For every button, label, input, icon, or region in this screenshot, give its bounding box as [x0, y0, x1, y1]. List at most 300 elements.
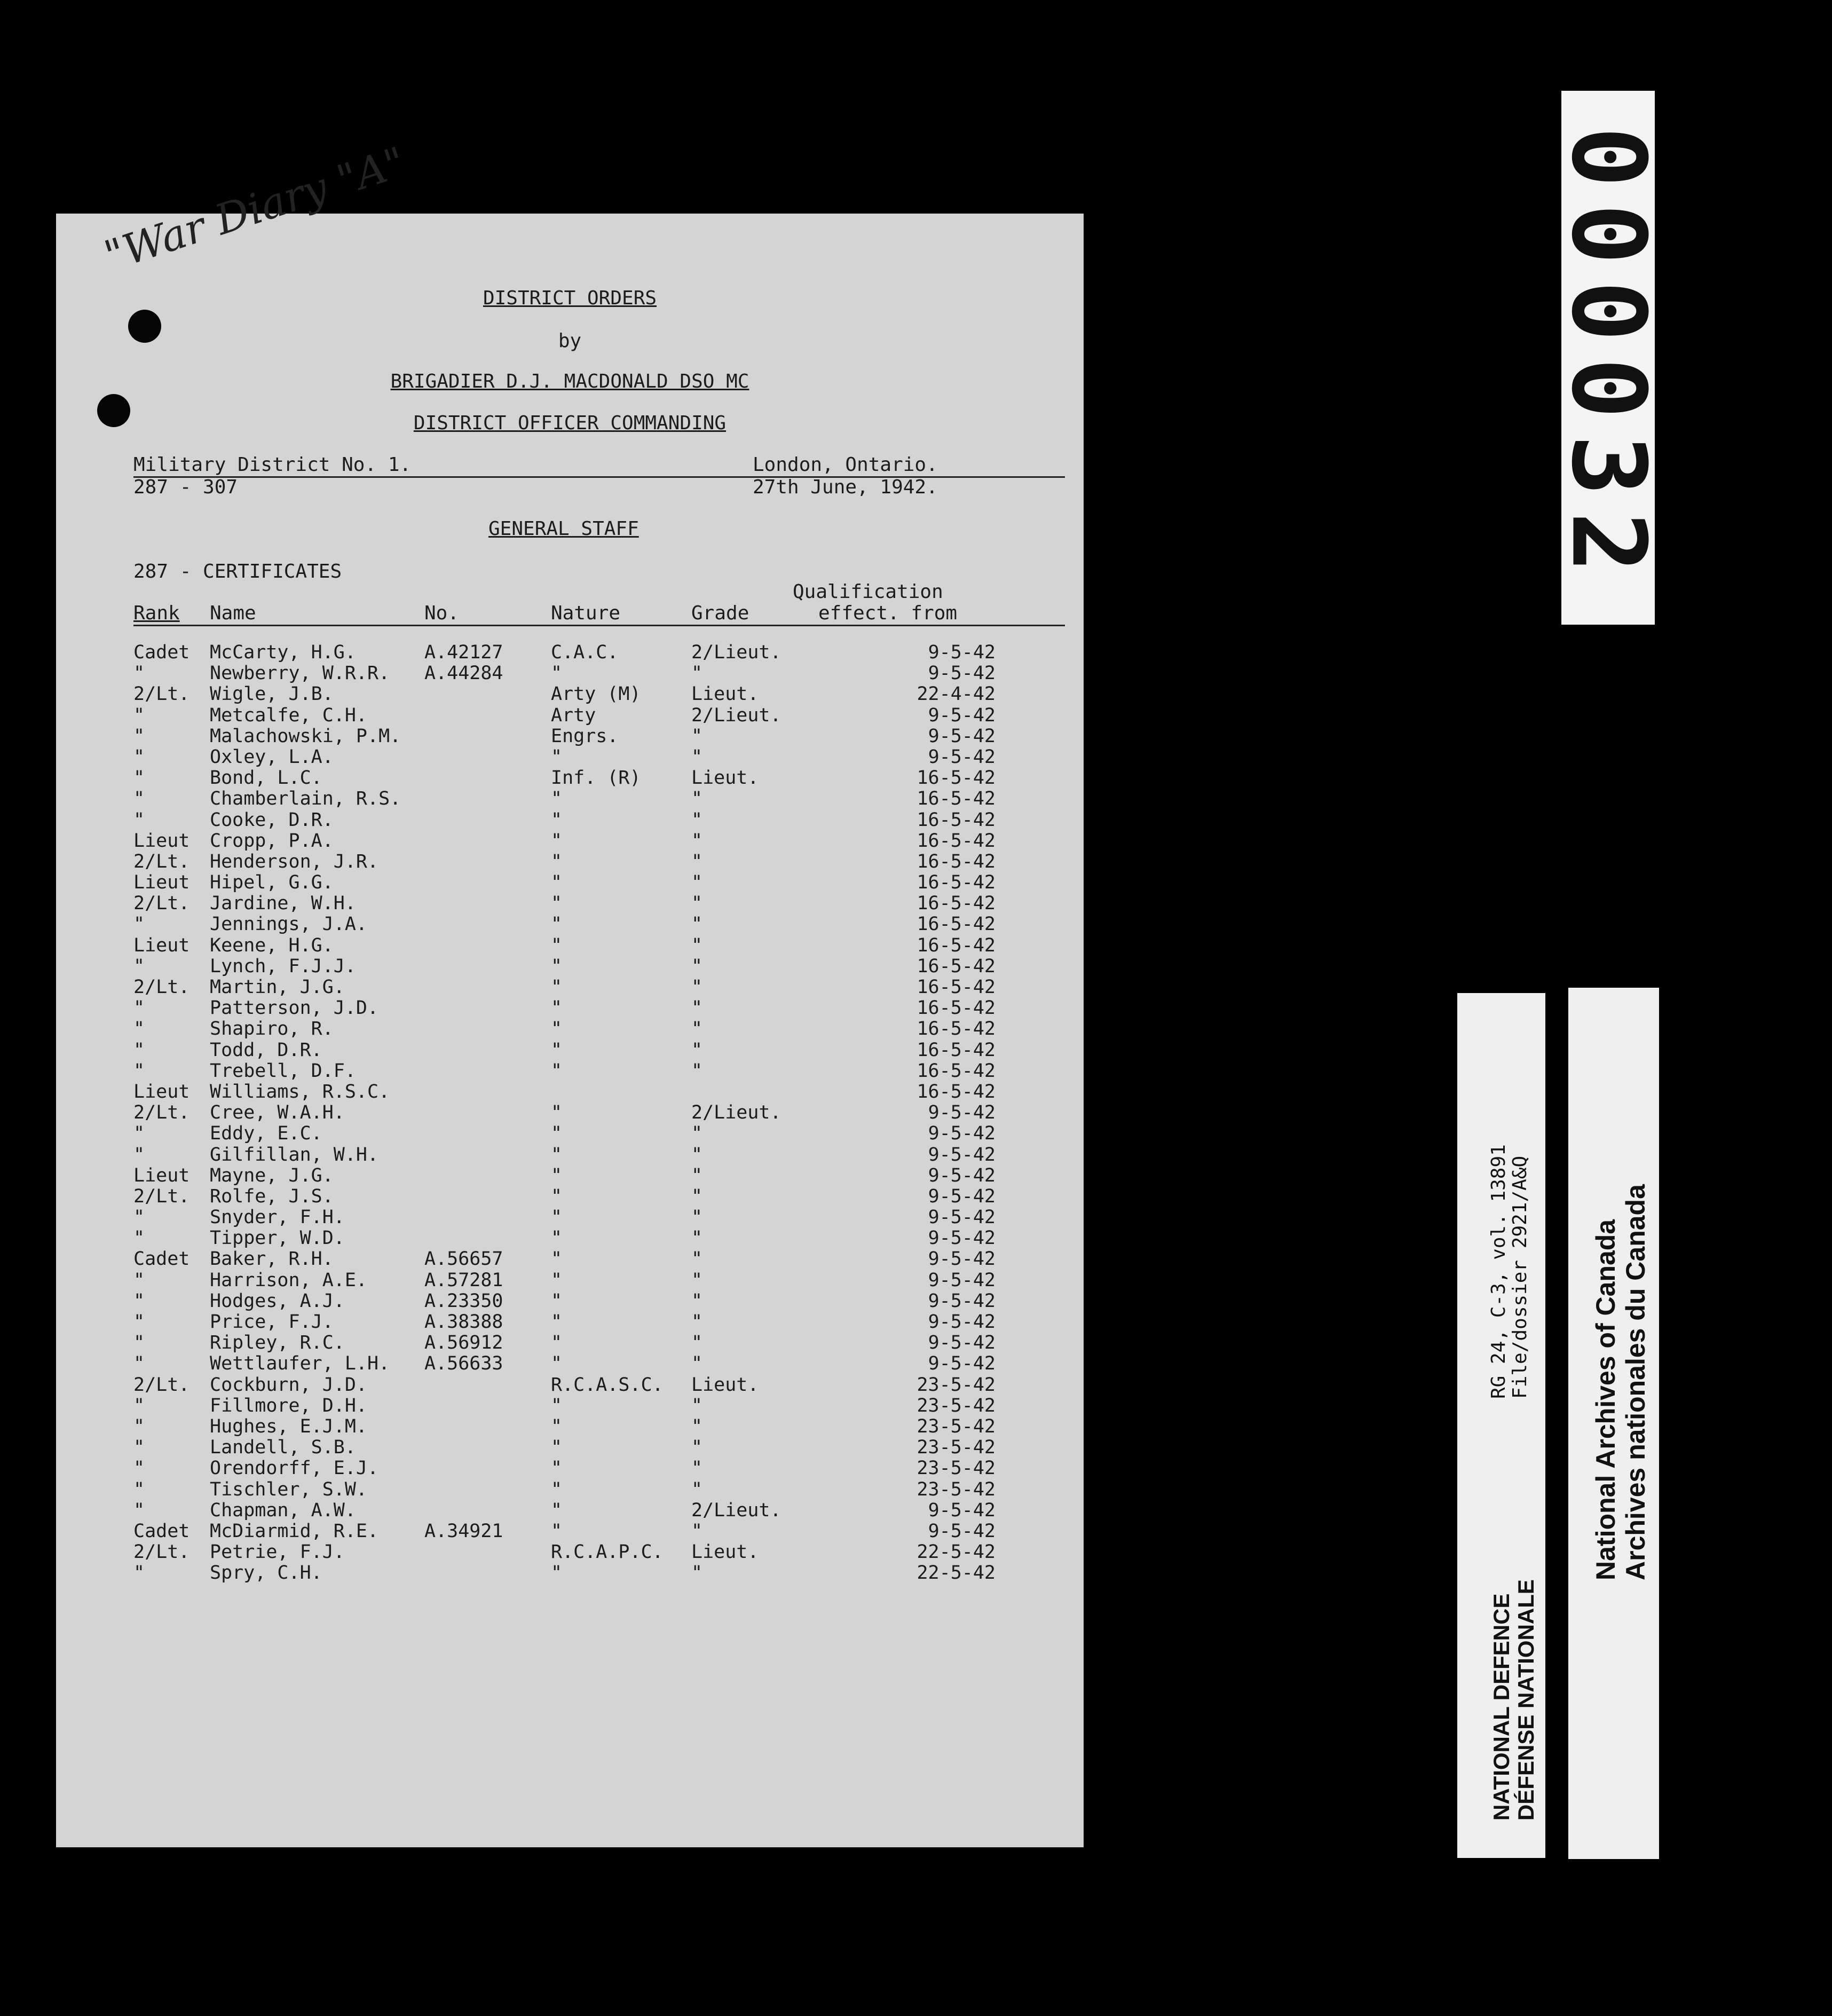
location: London, Ontario.: [753, 454, 938, 476]
row-grade: ": [691, 809, 703, 831]
row-grade: ": [691, 1562, 703, 1584]
row-date: 9-5-42: [928, 1353, 996, 1375]
row-date: 9-5-42: [928, 1207, 996, 1228]
row-nature: R.C.A.P.C.: [551, 1541, 664, 1563]
row-date: 16-5-42: [917, 830, 996, 852]
table-row: [56, 1227, 1084, 1248]
row-rank: 2/Lt.: [133, 683, 190, 705]
row-name: Todd, D.R.: [210, 1039, 322, 1061]
row-rank: ": [133, 788, 145, 810]
row-grade: ": [691, 872, 703, 894]
row-grade: ": [691, 893, 703, 915]
row-name: Orendorff, E.J.: [210, 1458, 379, 1479]
table-row: [56, 1186, 1084, 1207]
row-name: Hipel, G.G.: [210, 872, 334, 894]
row-rank: ": [133, 725, 145, 747]
row-nature: ": [551, 1144, 563, 1166]
row-rank: ": [133, 997, 145, 1019]
row-name: Chapman, A.W.: [210, 1499, 356, 1521]
row-rank: ": [133, 1332, 145, 1354]
row-name: Chamberlain, R.S.: [210, 788, 401, 810]
row-nature: Inf. (R): [551, 767, 641, 789]
row-grade: ": [691, 1227, 703, 1249]
row-name: Newberry, W.R.R.: [210, 663, 390, 684]
table-row: [56, 1311, 1084, 1332]
stamp-number: 000032: [1549, 126, 1667, 589]
row-grade: ": [691, 1290, 703, 1312]
row-grade: ": [691, 725, 703, 747]
document-page: [56, 138, 1084, 1847]
row-name: Trebell, D.F.: [210, 1060, 356, 1082]
table-row: [56, 705, 1084, 726]
table-row: [56, 976, 1084, 997]
table-row: [56, 1018, 1084, 1039]
row-grade: ": [691, 1039, 703, 1061]
table-row: [56, 872, 1084, 893]
row-date: 9-5-42: [928, 1332, 996, 1354]
table-row: [56, 997, 1084, 1018]
row-date: 22-5-42: [917, 1541, 996, 1563]
row-nature: ": [551, 1478, 563, 1500]
column-no: No.: [424, 602, 460, 624]
row-nature: R.C.A.S.C.: [551, 1374, 664, 1396]
table-row: [56, 1123, 1084, 1144]
row-nature: ": [551, 1018, 563, 1040]
row-date: 9-5-42: [928, 704, 996, 726]
row-name: Cree, W.A.H.: [210, 1102, 345, 1124]
row-nature: ": [551, 850, 563, 872]
row-nature: ": [551, 1060, 563, 1082]
row-grade: ": [691, 830, 703, 852]
row-grade: ": [691, 850, 703, 872]
row-nature: C.A.C.: [551, 642, 619, 663]
row-rank: ": [133, 1458, 145, 1479]
row-date: 23-5-42: [917, 1395, 996, 1416]
row-name: Fillmore, D.H.: [210, 1395, 368, 1416]
row-nature: Engrs.: [551, 725, 619, 747]
row-date: 16-5-42: [917, 1039, 996, 1061]
row-nature: Arty (M): [551, 683, 641, 705]
row-grade: ": [691, 1437, 703, 1459]
table-row: [56, 1081, 1084, 1102]
row-date: 16-5-42: [917, 914, 996, 935]
row-nature: ": [551, 663, 563, 684]
row-nature: ": [551, 1248, 563, 1270]
row-grade: ": [691, 663, 703, 684]
archives-label: [1591, 1184, 1651, 1580]
row-date: 23-5-42: [917, 1374, 996, 1396]
row-grade: 2/Lieut.: [691, 642, 781, 663]
table-row: [56, 683, 1084, 704]
table-row: [56, 642, 1084, 663]
table-row: [56, 1165, 1084, 1186]
row-name: Cooke, D.R.: [210, 809, 334, 831]
row-rank: ": [133, 914, 145, 935]
row-date: 16-5-42: [917, 850, 996, 872]
row-rank: Lieut: [133, 872, 190, 894]
row-grade: ": [691, 934, 703, 956]
row-nature: ": [551, 1290, 563, 1312]
row-rank: Lieut: [133, 830, 190, 852]
row-date: 16-5-42: [917, 934, 996, 956]
table-row: [56, 1332, 1084, 1353]
row-rank: ": [133, 1123, 145, 1145]
row-nature: ": [551, 809, 563, 831]
row-date: 16-5-42: [917, 955, 996, 977]
table-row: [56, 1290, 1084, 1311]
row-nature: ": [551, 934, 563, 956]
row-grade: ": [691, 1144, 703, 1166]
row-name: Cockburn, J.D.: [210, 1374, 368, 1396]
row-date: 16-5-42: [917, 1018, 996, 1040]
row-grade: ": [691, 955, 703, 977]
column-header-rule: [133, 625, 1065, 626]
row-date: 9-5-42: [928, 1123, 996, 1145]
row-rank: Cadet: [133, 642, 190, 663]
row-number: A.34921: [424, 1520, 503, 1542]
row-rank: ": [133, 809, 145, 831]
row-date: 16-5-42: [917, 997, 996, 1019]
row-rank: ": [133, 1353, 145, 1375]
row-date: 9-5-42: [928, 1164, 996, 1186]
section-title: GENERAL STAFF: [488, 518, 639, 540]
row-grade: ": [691, 997, 703, 1019]
row-nature: ": [551, 976, 563, 998]
column-qualification-line2: effect. from: [818, 602, 958, 624]
row-grade: ": [691, 1458, 703, 1479]
table-row: [56, 1144, 1084, 1165]
row-nature: ": [551, 1332, 563, 1354]
row-grade: Lieut.: [691, 767, 759, 789]
row-date: 16-5-42: [917, 1081, 996, 1102]
row-grade: ": [691, 1395, 703, 1416]
row-rank: Lieut: [133, 934, 190, 956]
table-row: [56, 1270, 1084, 1290]
row-rank: 2/Lt.: [133, 976, 190, 998]
row-date: 9-5-42: [928, 663, 996, 684]
reference-line1: RG 24, C-3, vol. 13891: [1488, 1144, 1510, 1399]
table-row: [56, 809, 1084, 830]
row-name: Jardine, W.H.: [210, 893, 356, 915]
table-row: [56, 830, 1084, 851]
archive-stamp: [1549, 91, 1667, 625]
row-name: Bond, L.C.: [210, 767, 322, 789]
row-name: Mayne, J.G.: [210, 1164, 334, 1186]
row-nature: ": [551, 1458, 563, 1479]
row-name: McDiarmid, R.E.: [210, 1520, 379, 1542]
row-nature: ": [551, 788, 563, 810]
row-number: A.56912: [424, 1332, 503, 1354]
table-row: [56, 1437, 1084, 1458]
row-nature: ": [551, 1039, 563, 1061]
row-date: 9-5-42: [928, 746, 996, 768]
row-nature: ": [551, 1395, 563, 1416]
row-grade: ": [691, 1332, 703, 1354]
table-row: [56, 956, 1084, 976]
row-name: Jennings, J.A.: [210, 914, 368, 935]
row-date: 9-5-42: [928, 1248, 996, 1270]
row-grade: ": [691, 1123, 703, 1145]
row-grade: Lieut.: [691, 1374, 759, 1396]
row-number: A.44284: [424, 663, 503, 684]
row-date: 16-5-42: [917, 767, 996, 789]
row-grade: ": [691, 1269, 703, 1291]
row-name: Lynch, F.J.J.: [210, 955, 356, 977]
order-range: 287 - 307: [133, 476, 238, 498]
row-name: McCarty, H.G.: [210, 642, 356, 663]
row-name: Tipper, W.D.: [210, 1227, 345, 1249]
row-rank: ": [133, 704, 145, 726]
row-name: Wigle, J.B.: [210, 683, 334, 705]
row-name: Hodges, A.J.: [210, 1290, 345, 1312]
row-rank: ": [133, 1290, 145, 1312]
table-row: [56, 1060, 1084, 1081]
row-name: Petrie, F.J.: [210, 1541, 345, 1563]
row-date: 9-5-42: [928, 725, 996, 747]
row-rank: ": [133, 767, 145, 789]
row-grade: ": [691, 1248, 703, 1270]
row-name: Malachowski, P.M.: [210, 725, 401, 747]
row-grade: ": [691, 1415, 703, 1437]
row-date: 9-5-42: [928, 1269, 996, 1291]
table-row: [56, 1458, 1084, 1478]
archives-line-fr: Archives nationales du Canada: [1621, 1184, 1651, 1580]
row-nature: ": [551, 830, 563, 852]
row-name: Landell, S.B.: [210, 1437, 356, 1459]
row-grade: ": [691, 788, 703, 810]
row-grade: ": [691, 1207, 703, 1228]
row-rank: ": [133, 955, 145, 977]
table-row: [56, 1395, 1084, 1416]
row-rank: 2/Lt.: [133, 1541, 190, 1563]
row-rank: ": [133, 663, 145, 684]
row-date: 9-5-42: [928, 1311, 996, 1333]
row-date: 9-5-42: [928, 1102, 996, 1124]
table-row: [56, 1521, 1084, 1541]
row-nature: ": [551, 1185, 563, 1207]
row-grade: ": [691, 1353, 703, 1375]
certificate-table: [56, 642, 1084, 1583]
row-number: A.56633: [424, 1353, 503, 1375]
table-row: [56, 767, 1084, 788]
table-row: [56, 726, 1084, 746]
table-row: [56, 1248, 1084, 1269]
row-date: 9-5-42: [928, 1227, 996, 1249]
row-grade: ": [691, 976, 703, 998]
row-nature: ": [551, 1269, 563, 1291]
district-name: Military District No. 1.: [133, 454, 412, 476]
table-row: [56, 851, 1084, 872]
column-rank: Rank: [133, 602, 180, 624]
row-rank: Lieut: [133, 1081, 190, 1102]
table-row: [56, 1374, 1084, 1395]
row-name: Snyder, F.H.: [210, 1207, 345, 1228]
row-rank: Cadet: [133, 1248, 190, 1270]
column-nature: Nature: [551, 602, 621, 624]
table-row: [56, 1353, 1084, 1374]
row-date: 16-5-42: [917, 976, 996, 998]
row-date: 23-5-42: [917, 1458, 996, 1479]
row-rank: ": [133, 1437, 145, 1459]
row-nature: ": [551, 955, 563, 977]
order-date: 27th June, 1942.: [753, 476, 938, 498]
row-nature: ": [551, 1353, 563, 1375]
subsection-title: 287 - CERTIFICATES: [133, 561, 342, 582]
row-rank: 2/Lt.: [133, 1185, 190, 1207]
row-rank: ": [133, 1562, 145, 1584]
row-nature: ": [551, 1123, 563, 1145]
document-by: by: [558, 330, 582, 352]
row-name: Gilfillan, W.H.: [210, 1144, 379, 1166]
row-rank: ": [133, 1144, 145, 1166]
row-date: 16-5-42: [917, 788, 996, 810]
table-row: [56, 1479, 1084, 1500]
row-rank: ": [133, 1415, 145, 1437]
row-nature: ": [551, 1311, 563, 1333]
row-date: 22-5-42: [917, 1562, 996, 1584]
row-name: Henderson, J.R.: [210, 850, 379, 872]
row-name: Harrison, A.E.: [210, 1269, 368, 1291]
table-row: [56, 663, 1084, 683]
row-name: Price, F.J.: [210, 1311, 334, 1333]
row-nature: ": [551, 1415, 563, 1437]
row-name: Keene, H.G.: [210, 934, 334, 956]
row-number: A.38388: [424, 1311, 503, 1333]
row-name: Oxley, L.A.: [210, 746, 334, 768]
row-grade: Lieut.: [691, 683, 759, 705]
table-row: [56, 1040, 1084, 1060]
row-name: Patterson, J.D.: [210, 997, 379, 1019]
table-row: [56, 1562, 1084, 1583]
row-name: Rolfe, J.S.: [210, 1185, 334, 1207]
row-nature: ": [551, 1562, 563, 1584]
row-grade: ": [691, 1311, 703, 1333]
row-rank: ": [133, 1018, 145, 1040]
department-label: [1489, 1579, 1538, 1821]
officer-position: DISTRICT OFFICER COMMANDING: [413, 412, 727, 434]
row-grade: 2/Lieut.: [691, 704, 781, 726]
row-rank: Lieut: [133, 1164, 190, 1186]
row-date: 16-5-42: [917, 1060, 996, 1082]
row-rank: ": [133, 746, 145, 768]
table-row: [56, 788, 1084, 809]
row-name: Spry, C.H.: [210, 1562, 322, 1584]
row-name: Wettlaufer, L.H.: [210, 1353, 390, 1375]
row-date: 23-5-42: [917, 1437, 996, 1459]
row-date: 9-5-42: [928, 1144, 996, 1166]
table-row: [56, 746, 1084, 767]
row-nature: Arty: [551, 704, 596, 726]
row-nature: ": [551, 893, 563, 915]
row-nature: ": [551, 1520, 563, 1542]
row-name: Williams, R.S.C.: [210, 1081, 390, 1102]
row-name: Eddy, E.C.: [210, 1123, 322, 1145]
row-name: Hughes, E.J.M.: [210, 1415, 368, 1437]
row-rank: ": [133, 1478, 145, 1500]
row-nature: ": [551, 914, 563, 935]
row-grade: ": [691, 1520, 703, 1542]
table-row: [56, 1416, 1084, 1437]
handwritten-note: "War Diary "A": [99, 138, 412, 281]
row-date: 9-5-42: [928, 1290, 996, 1312]
row-date: 9-5-42: [928, 642, 996, 663]
row-grade: ": [691, 1164, 703, 1186]
row-rank: Cadet: [133, 1520, 190, 1542]
row-name: Metcalfe, C.H.: [210, 704, 368, 726]
row-grade: ": [691, 914, 703, 935]
row-number: A.56657: [424, 1248, 503, 1270]
row-grade: ": [691, 1060, 703, 1082]
row-nature: ": [551, 1227, 563, 1249]
row-date: 9-5-42: [928, 1185, 996, 1207]
table-row: [56, 1207, 1084, 1227]
table-row: [56, 1500, 1084, 1521]
row-name: Ripley, R.C.: [210, 1332, 345, 1354]
department-line-en: NATIONAL DEFENCE: [1489, 1593, 1514, 1821]
row-name: Shapiro, R.: [210, 1018, 334, 1040]
row-name: Tischler, S.W.: [210, 1478, 368, 1500]
row-rank: ": [133, 1395, 145, 1416]
row-name: Baker, R.H.: [210, 1248, 334, 1270]
row-nature: ": [551, 1499, 563, 1521]
column-grade: Grade: [691, 602, 749, 624]
row-grade: 2/Lieut.: [691, 1499, 781, 1521]
row-date: 16-5-42: [917, 893, 996, 915]
table-row: [56, 914, 1084, 934]
row-nature: ": [551, 746, 563, 768]
table-row: [56, 893, 1084, 914]
row-rank: 2/Lt.: [133, 1102, 190, 1124]
table-row: [56, 1102, 1084, 1123]
column-name: Name: [210, 602, 256, 624]
row-rank: ": [133, 1060, 145, 1082]
row-grade: ": [691, 746, 703, 768]
row-rank: ": [133, 1039, 145, 1061]
row-grade: Lieut.: [691, 1541, 759, 1563]
row-rank: 2/Lt.: [133, 893, 190, 915]
officer-name: BRIGADIER D.J. MACDONALD DSO MC: [390, 371, 749, 392]
table-row: [56, 1541, 1084, 1562]
row-grade: ": [691, 1018, 703, 1040]
row-date: 22-4-42: [917, 683, 996, 705]
row-grade: ": [691, 1478, 703, 1500]
row-rank: ": [133, 1311, 145, 1333]
document-title: DISTRICT ORDERS: [483, 287, 657, 309]
row-grade: ": [691, 1185, 703, 1207]
reference-line2: File/dossier 2921/A&Q: [1509, 1155, 1531, 1399]
row-rank: 2/Lt.: [133, 1374, 190, 1396]
row-date: 9-5-42: [928, 1499, 996, 1521]
row-nature: ": [551, 1102, 563, 1124]
row-name: Martin, J.G.: [210, 976, 345, 998]
department-line-fr: DÉFENSE NATIONALE: [1513, 1579, 1538, 1821]
row-nature: ": [551, 1437, 563, 1459]
row-date: 16-5-42: [917, 872, 996, 894]
row-grade: 2/Lieut.: [691, 1102, 781, 1124]
row-nature: ": [551, 1207, 563, 1228]
row-rank: ": [133, 1227, 145, 1249]
reference-label: [1488, 1144, 1531, 1399]
row-name: Cropp, P.A.: [210, 830, 334, 852]
row-date: 9-5-42: [928, 1520, 996, 1542]
column-qualification-line1: Qualification: [793, 581, 943, 603]
row-rank: 2/Lt.: [133, 850, 190, 872]
row-rank: ": [133, 1499, 145, 1521]
row-rank: ": [133, 1207, 145, 1228]
row-date: 23-5-42: [917, 1415, 996, 1437]
row-date: 16-5-42: [917, 809, 996, 831]
row-nature: ": [551, 1164, 563, 1186]
